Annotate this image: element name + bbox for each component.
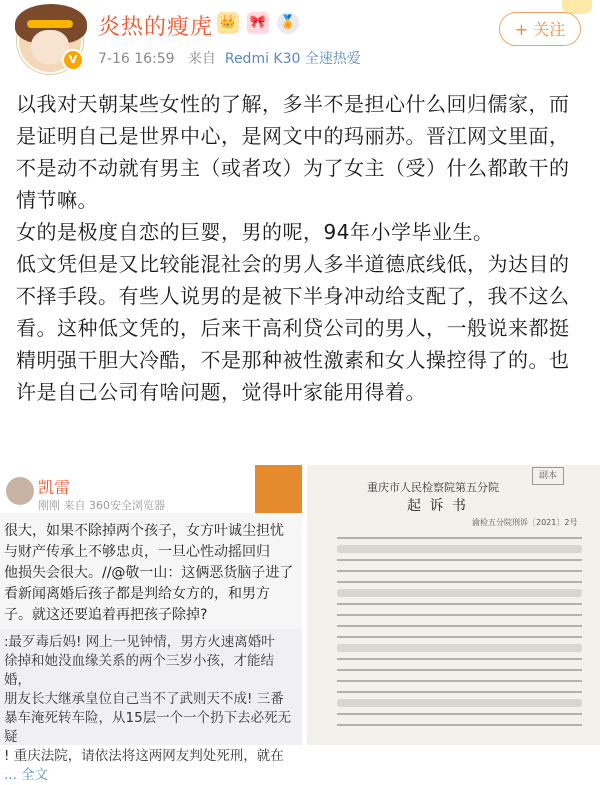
post-meta [98,48,361,68]
avatar [6,477,34,505]
screenshot-image-weibo[interactable] [0,465,302,783]
text-line: 看新闻离婚后孩子都是判给女方的，和男方 [4,586,270,602]
username: 凯雷 [38,478,71,497]
document-header: 重庆市人民检察院第五分院 [367,481,499,494]
post-header [0,0,600,80]
post-meta: 刚刚 来自 360安全浏览器 [38,499,165,512]
text-line: 很大，如果不除掉两个孩子，女方叶诚尘担忧 [4,523,284,539]
bow-badge-icon[interactable]: 🎀 [247,12,269,34]
text-line: 朋友长大继承皇位自己当不了武则天不成! 三番 [4,691,284,707]
source-device[interactable]: Redmi K30 全速热爱 [224,51,361,67]
verified-icon: V [62,49,84,71]
text-line: 子。就这还要追着再把孩子除掉? [4,607,208,623]
paragraph: 女的是极度自恋的巨婴，男的呢，94年小学毕业生。 [16,220,494,244]
text-line: 徐掉和她没血缘关系的两个三岁小孩，才能结婚， [4,653,274,688]
user-badges [217,12,299,34]
document-number: 渝检五分院刑诉〔2021〕2号 [472,518,578,527]
document-body [337,537,582,735]
repost-block [0,629,302,783]
document-title: 起 诉 书 [407,498,468,514]
stamp: 副本 [532,467,564,485]
paragraph: 以我对天朝某些女性的了解，多半不是担心什么回归儒家，而是证明自己是世界中心，是网文中的玛丽苏。晋江网文里面，不是动不动就有男主（或者攻）为了女主（受）什么都敢干的情节嘛。 [16,92,570,212]
banner-decoration [255,465,302,513]
screenshot-image-document[interactable] [307,465,600,745]
post-text [16,88,586,408]
username[interactable]: 炎热的瘦虎 [98,15,214,40]
paragraph: 低文凭但是又比较能混社会的男人多半道德底线低，为达目的不择手段。有些人说男的是被下半身冲动给支配了，我不这么看。这种低文凭的，后来干高利贷公司的男人，一般说来都挺精明强干胆大冷酷，不是那种被性激素和女人操控得了的。也许是自己公司有啥问题，觉得叶家能用得着。 [16,252,570,404]
text-line: 暴车淹死转车险，从15层一个一个扔下去必死无疑 [4,710,292,745]
text-line: 他损失会很大。//@敬一山：这俩恶货脑子进了 [4,565,294,581]
medal-badge-icon[interactable]: 🏅 [277,12,299,34]
full-text-link[interactable]: ... 全文 [4,767,49,783]
crown-badge-icon[interactable]: 👑 [217,12,239,34]
timestamp: 7-16 16:59 [98,51,175,67]
source-prefix: 来自 [187,51,216,67]
post-text [4,521,300,626]
text-line: :最歹毒后妈! 网上一见钟情，男方火速离婚叶 [4,634,275,650]
text-line: 与财产传承上不够忠贞，一旦心性动摇回归 [4,544,270,560]
follow-button[interactable]: + 关注 [499,12,581,46]
text-line: ! 重庆法院，请依法将这两网友判处死刑，就在 [4,748,284,764]
